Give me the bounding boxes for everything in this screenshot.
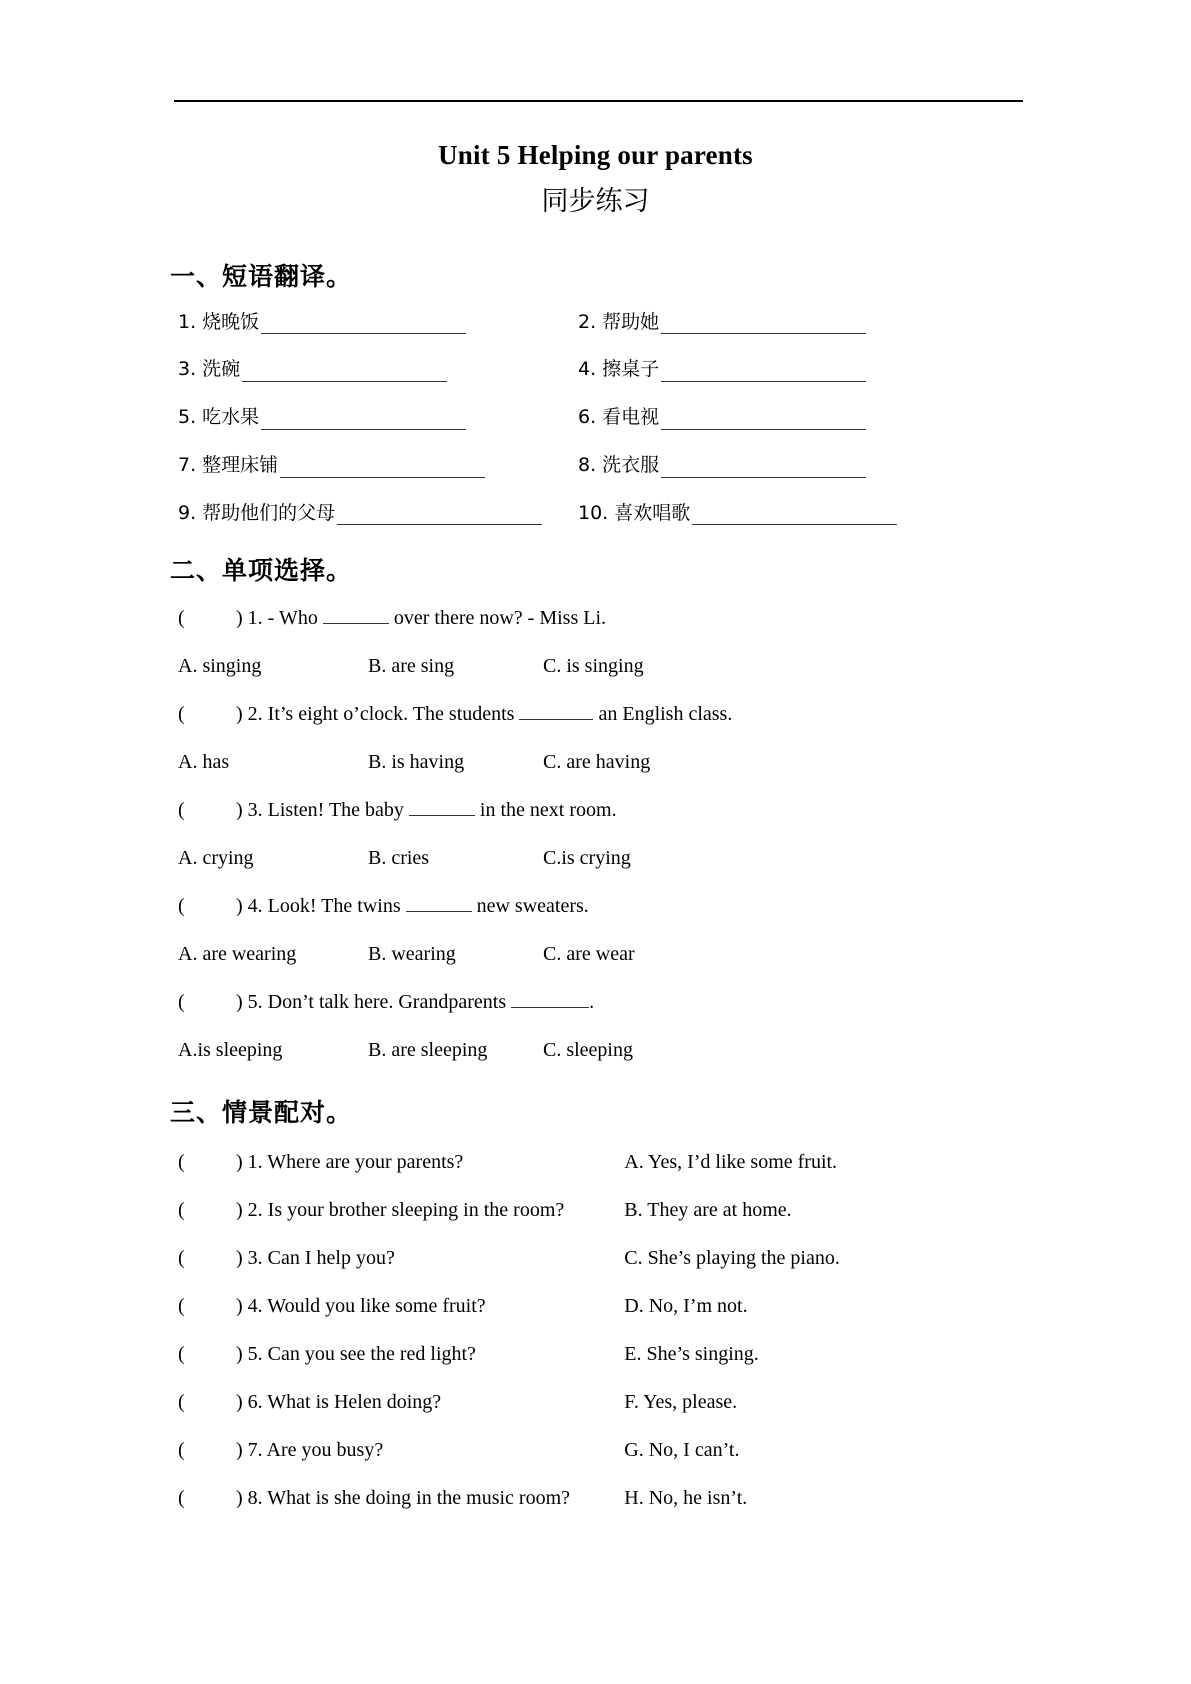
mc-option[interactable]: B. are sing [368,655,455,678]
answer-parenthesis[interactable]: ( [178,1487,185,1510]
matching-answer[interactable]: C. She’s playing the piano. [624,1247,840,1270]
mc-option[interactable]: C. sleeping [543,1039,633,1062]
mc-question [178,989,1021,1015]
section-1-heading: 一、短语翻译。 [170,261,353,291]
translation-item [178,406,578,430]
matching-question-text: ) 3. Can I help you? [236,1247,395,1270]
matching-row [178,1437,1021,1463]
matching-question [178,1437,624,1463]
answer-blank[interactable] [261,313,466,334]
mc-option[interactable]: A. has [178,751,230,774]
multiple-choice-exercise [170,605,1021,1063]
translation-row [178,406,1021,430]
mc-options [178,845,1021,871]
translation-label: 1. 烧晚饭 [178,310,260,333]
translation-item [578,358,978,382]
section-3-heading: 三、情景配对。 [170,1098,353,1128]
answer-blank[interactable] [406,895,472,912]
translation-label: 3. 洗碗 [178,358,241,381]
matching-exercise [170,1149,1021,1511]
mc-question-tail: in the next room. [474,799,617,822]
mc-option[interactable]: A.is sleeping [178,1039,283,1062]
matching-question [178,1293,624,1319]
matching-question-text: ) 2. Is your brother sleeping in the room? [236,1199,565,1222]
answer-parenthesis[interactable]: ( [178,895,185,918]
mc-options [178,653,1021,679]
matching-answer[interactable]: A. Yes, I’d like some fruit. [624,1151,838,1174]
answer-blank[interactable] [261,409,466,430]
answer-blank[interactable] [692,504,897,525]
matching-row [178,1341,1021,1367]
matching-row [178,1293,1021,1319]
matching-question-text: ) 7. Are you busy? [236,1439,384,1462]
answer-blank[interactable] [661,313,866,334]
answer-parenthesis[interactable]: ( [178,1151,185,1174]
translation-row [178,311,1021,335]
matching-row [178,1245,1021,1271]
header-rule [174,100,1023,102]
mc-question-tail: new sweaters. [471,895,589,918]
matching-row [178,1485,1021,1511]
answer-parenthesis[interactable]: ( [178,991,185,1014]
answer-blank[interactable] [661,361,866,382]
translation-item [578,406,978,430]
answer-blank[interactable] [661,409,866,430]
translation-label: 5. 吃水果 [178,406,260,429]
answer-blank[interactable] [511,991,589,1008]
translation-label: 6. 看电视 [578,406,660,429]
matching-answer[interactable]: D. No, I’m not. [624,1295,748,1318]
translation-item [178,454,578,478]
matching-row [178,1197,1021,1223]
answer-blank[interactable] [519,703,593,720]
answer-parenthesis-close: ) 4. Look! The twins [236,895,406,918]
translation-row [178,454,1021,478]
mc-option[interactable]: B. cries [368,847,430,870]
matching-question [178,1485,624,1511]
mc-options [178,749,1021,775]
mc-question [178,893,1021,919]
mc-option[interactable]: A. are wearing [178,943,297,966]
section-2-heading: 二、单项选择。 [170,556,353,586]
answer-parenthesis-close: ) 5. Don’t talk here. Grandparents [236,991,512,1014]
matching-question-text: ) 5. Can you see the red light? [236,1343,476,1366]
matching-answer[interactable]: E. She’s singing. [624,1343,759,1366]
matching-row [178,1389,1021,1415]
matching-question-text: ) 1. Where are your parents? [236,1151,464,1174]
translation-item [178,311,578,335]
answer-parenthesis[interactable]: ( [178,799,185,822]
mc-option[interactable]: A. singing [178,655,262,678]
translation-exercise [178,311,1021,526]
mc-question [178,605,1021,631]
matching-question [178,1197,624,1223]
translation-label: 7. 整理床铺 [178,453,279,476]
mc-question-tail: an English class. [593,703,733,726]
matching-question-text: ) 8. What is she doing in the music room? [236,1487,571,1510]
matching-question [178,1389,624,1415]
matching-row [178,1149,1021,1175]
matching-question-text: ) 4. Would you like some fruit? [236,1295,486,1318]
mc-option[interactable]: C.is crying [543,847,631,870]
translation-item [178,502,578,526]
answer-blank[interactable] [323,607,389,624]
translation-label: 2. 帮助她 [578,310,660,333]
translation-row [178,502,1021,526]
mc-options [178,1037,1021,1063]
answer-blank[interactable] [242,361,447,382]
matching-question [178,1245,624,1271]
answer-parenthesis[interactable]: ( [178,1199,185,1222]
mc-option[interactable]: C. are having [543,751,651,774]
answer-parenthesis[interactable]: ( [178,1295,185,1318]
answer-parenthesis-close: ) 1. - Who [236,607,323,630]
mc-options [178,941,1021,967]
mc-question [178,797,1021,823]
translation-item [578,454,978,478]
translation-label: 8. 洗衣服 [578,453,660,476]
mc-option[interactable]: B. are sleeping [368,1039,488,1062]
mc-question [178,701,1021,727]
worksheet-content [170,0,1021,1511]
translation-row [178,358,1021,382]
answer-parenthesis[interactable]: ( [178,1247,185,1270]
mc-option[interactable]: B. wearing [368,943,456,966]
translation-item [578,502,978,526]
matching-question-text: ) 6. What is Helen doing? [236,1391,442,1414]
answer-blank[interactable] [661,457,866,478]
matching-question [178,1341,624,1367]
answer-parenthesis[interactable]: ( [178,607,185,630]
mc-question-tail: over there now? - Miss Li. [388,607,607,630]
matching-answer[interactable]: H. No, he isn’t. [624,1487,748,1510]
mc-option[interactable]: C. are wear [543,943,635,966]
mc-option[interactable]: C. is singing [543,655,644,678]
answer-blank[interactable] [280,457,485,478]
page-title: Unit 5 Helping our parents [438,140,753,170]
translation-label: 9. 帮助他们的父母 [178,501,336,524]
answer-parenthesis-close: ) 2. It’s eight o’clock. The students [236,703,520,726]
matching-answer[interactable]: G. No, I can’t. [624,1439,740,1462]
answer-blank[interactable] [409,799,475,816]
matching-answer[interactable]: F. Yes, please. [624,1391,738,1414]
matching-answer[interactable]: B. They are at home. [624,1199,792,1222]
page-subtitle: 同步练习 [541,185,650,217]
mc-question-tail: . [589,991,595,1014]
answer-parenthesis[interactable]: ( [178,1343,185,1366]
answer-parenthesis[interactable]: ( [178,1391,185,1414]
answer-parenthesis-close: ) 3. Listen! The baby [236,799,409,822]
mc-option[interactable]: B. is having [368,751,465,774]
translation-item [178,358,578,382]
answer-parenthesis[interactable]: ( [178,1439,185,1462]
translation-item [578,311,978,335]
translation-label: 4. 擦桌子 [578,358,660,381]
translation-label: 10. 喜欢唱歌 [578,501,691,524]
answer-blank[interactable] [337,504,542,525]
answer-parenthesis[interactable]: ( [178,703,185,726]
mc-option[interactable]: A. crying [178,847,254,870]
matching-question [178,1149,624,1175]
